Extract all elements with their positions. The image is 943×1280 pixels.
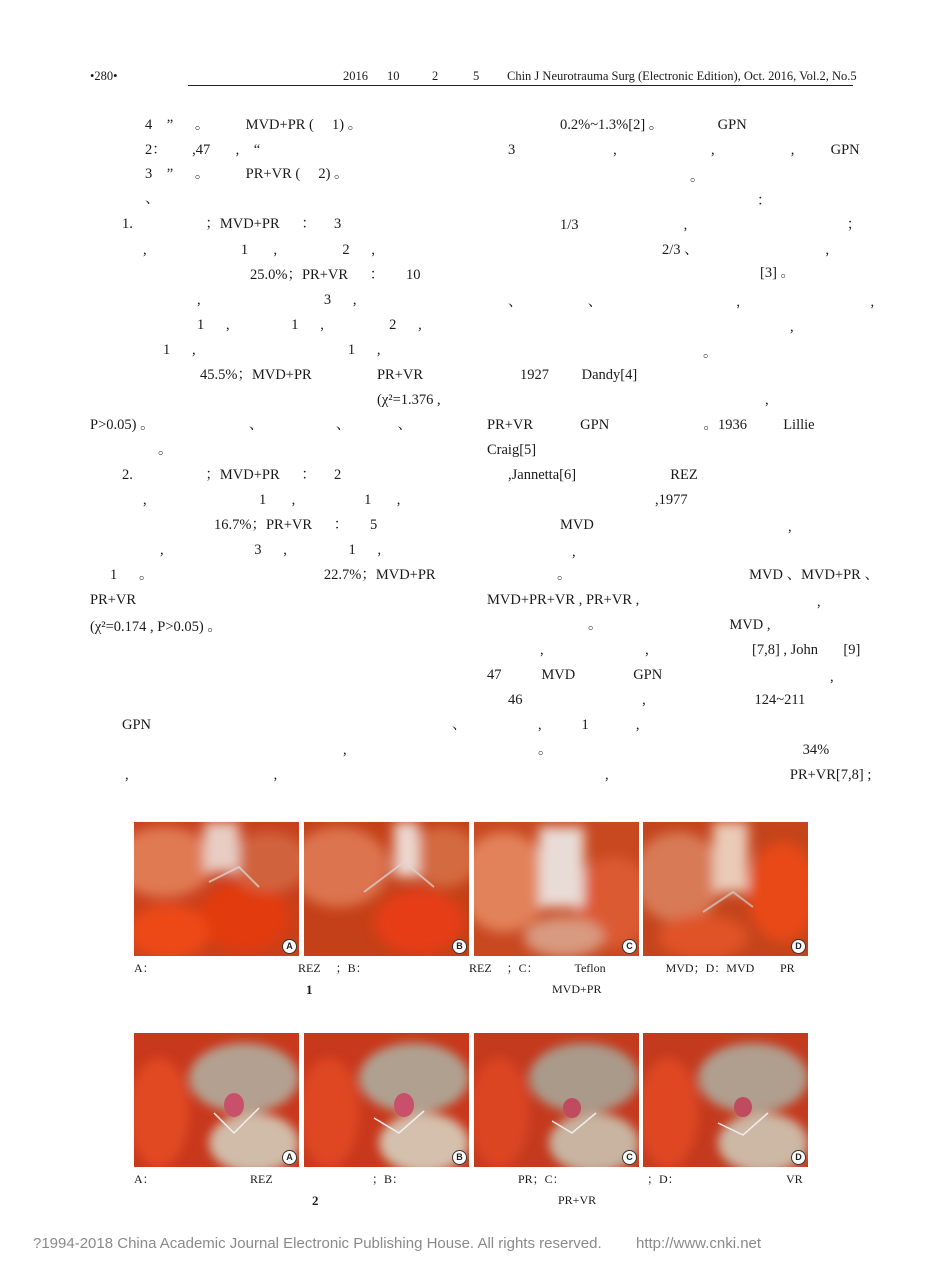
figure1-panel-a [134,822,299,956]
left-line: , [343,742,347,758]
figure2-caption-rez: REZ [250,1172,273,1186]
panel-label: C [622,939,637,954]
right-line: MVD [560,517,594,533]
right-line: , [830,669,834,685]
surgical-photo-icon [643,822,808,956]
right-line: MVD+PR+VR , PR+VR , [487,592,640,608]
figure1-panel-b [304,822,469,956]
left-line: 3 ” 。 PR+VR ( 2) 。 [145,166,349,182]
figure1-number: 1 [306,982,313,997]
right-line: , [788,519,792,535]
panel-label: B [452,1150,467,1165]
right-line: , [572,544,576,560]
right-line: ,1977 [655,492,688,508]
surgical-photo-icon [474,1033,639,1167]
right-line: 1927 Dandy[4] [520,367,638,383]
right-line: 46 , 124~211 [508,692,806,708]
panel-label: A [282,1150,297,1165]
left-line: , 1 , 2 , [143,242,375,258]
left-line: 1 。 22.7%；MVD+PR [110,567,436,583]
left-line: , 3 , [197,292,357,308]
left-line: (χ²=0.174 , P>0.05) 。 [90,619,222,635]
right-line: 1/3 , ； [560,217,862,233]
left-line: 。 [158,442,173,458]
surgical-photo-icon [134,822,299,956]
left-line: 2. ；MVD+PR ： 2 [122,467,342,483]
copyright-notice: ?1994-2018 China Academic Journal Electronic Publishing House. All rights reserved. [33,1235,602,1252]
figure1-caption-part: REZ ；B： [298,961,368,975]
surgical-photo-icon [304,822,469,956]
surgical-photo-icon [304,1033,469,1167]
surgical-photo-icon [643,1033,808,1167]
panel-label: A [282,939,297,954]
right-line: ： [757,193,772,209]
header-volume: 2 [432,69,439,83]
header-issue: 5 [473,69,480,83]
left-line: 、 [452,717,467,733]
right-line: 0.2%~1.3%[2] 。 GPN [560,117,747,133]
panel-label: B [452,939,467,954]
right-line: [3] 。 [760,265,796,281]
right-line: 2/3 、 , [662,242,830,258]
right-line: 。 MVD , [588,617,771,633]
right-line: , 1 , [538,717,640,733]
left-line: 16.7%；PR+VR ： 5 [214,517,378,533]
left-line: 4 ” 。 MVD+PR ( 1) 。 [145,117,363,133]
header-year: 2016 [343,69,368,83]
left-line: P>0.05) 。 、 、 、 [90,417,412,433]
right-line: 。 [703,345,718,361]
figure1-caption-part: REZ ；C： Teflon MVD；D：MVD [469,961,755,975]
figure1-caption-a: A： [134,961,155,975]
surgical-photo-icon [474,822,639,956]
panel-label: C [622,1150,637,1165]
right-line: , , [540,642,649,658]
figure2-panel-b [304,1033,469,1167]
right-line: 。 34% [538,742,830,758]
left-line: GPN [122,717,152,733]
right-line: 47 MVD GPN [487,667,663,683]
right-line: ,Jannetta[6] REZ [508,467,698,483]
right-line: , [765,392,769,408]
right-line: PR+VR GPN 。1936 Lillie [487,417,815,433]
left-line: , , [125,767,278,783]
figure1-panel-c [474,822,639,956]
figure2-caption-vr: VR [786,1172,803,1186]
left-line: 25.0%；PR+VR ： 10 [250,267,421,283]
figure2-number: 2 [312,1193,319,1208]
left-line: 1 , 1 , [163,342,381,358]
figure2-caption-c: PR；C： [518,1172,565,1186]
figure2-title: PR+VR [558,1193,597,1207]
right-line: 3 , , , GPN [508,142,860,158]
page-number: •280• [90,69,118,83]
figure2-caption-a: A： [134,1172,155,1186]
left-line: 2： ,47 , “ [145,142,261,158]
figure2-caption-b: ；B： [372,1172,405,1186]
figure2-panel-c [474,1033,639,1167]
figure2-panel-a [134,1033,299,1167]
figure2-caption-d: ；D： [647,1172,680,1186]
figure1-panel-d [643,822,808,956]
header-month: 10 [387,69,400,83]
header-citation: Chin J Neurotrauma Surg (Electronic Edition), Oct. 2016, Vol.2, No.5 [507,69,857,83]
left-line: PR+VR [90,592,137,608]
left-line: 1 , 1 , 2 , [197,317,422,333]
right-line: , [817,594,821,610]
right-line: 。 [690,169,705,185]
right-line: , [790,319,794,335]
figure2-panel-d [643,1033,808,1167]
surgical-photo-icon [134,1033,299,1167]
figure1-title: MVD+PR [552,982,602,996]
header-rule [188,85,853,86]
left-line: , 1 , 1 , [143,492,401,508]
left-line: , 3 , 1 , [160,542,382,558]
panel-label: D [791,939,806,954]
right-line: Craig[5] [487,442,537,458]
right-line: 、 、 , , [508,294,875,310]
left-line: 1. ；MVD+PR ： 3 [122,216,342,232]
right-line: 。 MVD 、MVD+PR 、 [557,567,879,583]
figure1-caption-part: PR [780,961,795,975]
left-line: (χ²=1.376 , [377,392,441,408]
left-line: 、 [145,191,160,207]
right-line: , PR+VR[7,8] ; [605,767,872,783]
cnki-url[interactable]: http://www.cnki.net [636,1235,762,1252]
panel-label: D [791,1150,806,1165]
right-line: [7,8] , John [9] [752,642,861,658]
left-line: 45.5%；MVD+PR PR+VR [200,367,424,383]
